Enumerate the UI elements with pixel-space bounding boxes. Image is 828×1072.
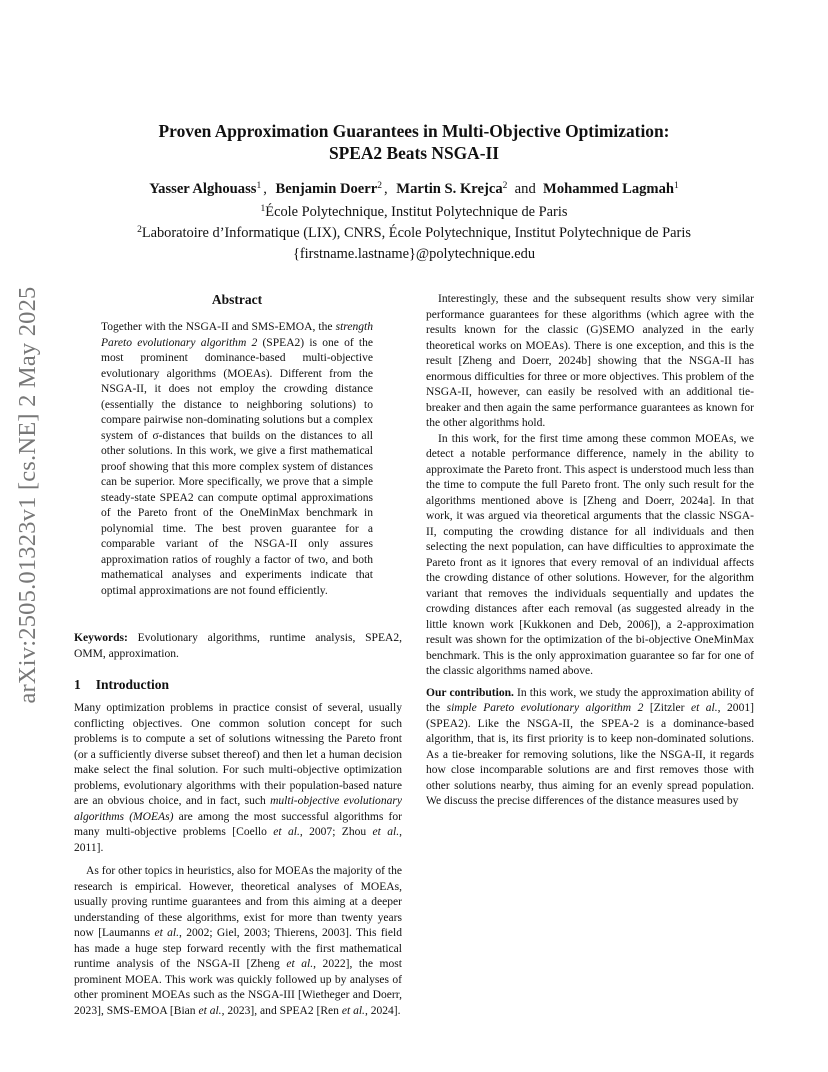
- affiliation-2: $^2$Laboratoire d’Informatique (LIX), CNRS, École Polytechnique, Institut Polytechnique de Paris: [137, 225, 691, 241]
- intro-paragraph-1: Many optimization problems in practice consist of several, usually conflicting objectives. One common solution concept for such problems is to compute a set of solutions witnessing the Pareto front (or a sufficiently diverse subset thereof) and then let a human decision make select the final solution. For such multi-objective optimization problems, evolutionary algorithms with their population-based nature are an obvious choice, and in fact, such multi-objective evolutionary algorithms (MOEAs) are among the most successful algorithms for many multi-objective problems [Coello et al., 2007; Zhou et al., 2011].: [74, 702, 402, 854]
- keywords-label: Keywords:: [74, 632, 128, 644]
- section-number: 1: [74, 677, 81, 692]
- intro-paragraph-4: In this work, for the first time among these common MOEAs, we detect a notable performance difference, namely in the ability to approximate the Pareto front. This aspect is understood much less than the time to compute the full Pareto front. The only such result for the algorithms mentioned above is [Zheng and Doerr, 2024a]. In that work, it was argued via theoretical arguments that the classic NSGA-II, computing the crowding distance for all individuals and then selecting the next population, can have difficulties to approximate the Pareto front as it ignores that every removal of an individual affects the crowding distance of other solutions. However, for the algorithm variant that removes the individuals sequentially and updates the crowding distances after each removal (as suggested already in the little known work [Kukkonen and Deb, 2006]), a 2-approximation result was shown for the optimization of the bi-objective OneMinMax benchmark. This is the only approximation guarantee so far for one of the classic algorithms named above.: [426, 432, 754, 677]
- intro-paragraph-3: Interestingly, these and the subsequent results show very similar performance guarantees for these algorithms (which agree with the results known for the classic (G)SEMO analyzed in the early theoretical works on MOEAs). There is one exception, and this is the result [Zheng and Doerr, 2024b] showing that the NSGA-II has enormous difficulties for three or more objectives. This problem of the NSGA-II, however, can easily be resolved with an additional tie-breaker and then again the same performance guarantees as known for the other algorithms hold.: [426, 293, 754, 429]
- author-name: Mohammed Lagmah: [543, 181, 674, 197]
- abstract-body: [101, 320, 373, 599]
- authors-and: and: [514, 181, 536, 197]
- arxiv-id-text: arXiv:2505.01323v1 [cs.NE] 2 May 2025: [14, 286, 41, 704]
- paper-title: [74, 120, 754, 164]
- keywords: [74, 631, 402, 662]
- title-line-2: SPEA2 Beats NSGA-II: [328, 143, 500, 163]
- intro-paragraph-2: As for other topics in heuristics, also for MOEAs the majority of the research is empirical. However, theoretical analyses of MOEAs, usually proving runtime guarantees and from this aiming at a deeper understanding of these algorithms, exist for more than twenty years now [Laumanns et al., 2002; Giel, 2003; Thierens, 2003]. This field has made a huge step forward recently with the first mathematical runtime analysis of the NSGA-II [Zheng et al., 2022], the most prominent MOEA. This work was quickly followed up by analyses of other prominent MOEAs such as the NSGA-III [Wietheger and Doerr, 2023], SMS-EMOA [Bian et al., 2023], and SPEA2 [Ren et al., 2024].: [74, 865, 403, 1017]
- section-title: Introduction: [95, 677, 170, 692]
- keywords-text: Evolutionary algorithms, runtime analysis, SPEA2, OMM, approximation.: [74, 632, 402, 660]
- section-heading-introduction: [74, 677, 169, 693]
- right-column-body: [426, 292, 754, 810]
- left-column-continued: [74, 864, 402, 1019]
- abstract-text: Together with the NSGA-II and SMS-EMOA, the strength Pareto evolutionary algorithm 2 (SPEA2) is one of the most prominent dominance-based multi-objective evolutionary algorithms (MOEAs). Different from the NSGA-II, it does not employ the crowding distance (essentially the distance to neighboring solutions) to compare pairwise non-dominating solutions but a complex system of σ-distances that builds on the distances to all other solutions. In this work, we give a first mathematical proof showing that this more complex system of distances can be superior. More specifically, we prove that a simple steady-state SPEA2 can compute optimal approximations of the Pareto front of the OneMinMax benchmark in polynomial time. The best proven guarantee for a comparable variant of the NSGA-II only assures approximation ratios of roughly a factor of two, and both mathematical analyses and experiments indicate that optimal approximations are not found efficiently.: [101, 321, 374, 597]
- author-name: Benjamin Doerr: [275, 181, 378, 197]
- author-list: Yasser Alghouass$^1$ , Benjamin Doerr$^2$ , Martin S. Krejca$^2$ and Mohammed Lagmah$^1$: [149, 181, 679, 197]
- contribution-paragraph: Our contribution. In this work, we study the approximation ability of the simple Pareto evolutionary algorithm 2 [Zitzler et al., 2001] (SPEA2). Like the NSGA-II, the SPEA-2 is a dominance-based algorithm, that is, its first priority is to keep non-dominated solutions. As a tie-breaker for removing solutions, like the NSGA-II, it regards how close incomparable solutions are and first removes those with other solutions nearby, thus aiming for an evenly spread population. We discuss the precise differences of the distance measures used by: [426, 686, 754, 807]
- abstract-heading: Abstract: [211, 292, 263, 307]
- left-column-body: [74, 701, 402, 856]
- affiliation-1: $^1$École Polytechnique, Institut Polytechnique de Paris: [260, 204, 568, 220]
- arxiv-identifier: [10, 255, 46, 735]
- author-name: Martin S. Krejca: [396, 181, 503, 197]
- author-name: Yasser Alghouass: [149, 181, 257, 197]
- title-line-1: Proven Approximation Guarantees in Multi-Objective Optimization:: [158, 121, 670, 141]
- contact-email: {firstname.lastname}@polytechnique.edu: [292, 246, 536, 262]
